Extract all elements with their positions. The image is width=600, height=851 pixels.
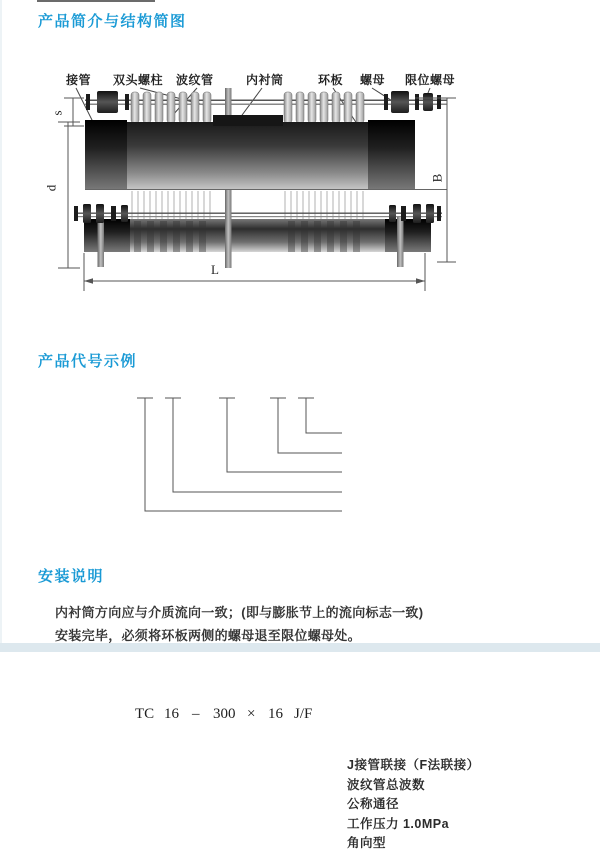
structure-diagram bbox=[0, 0, 600, 330]
part-label-stud-bolt: 双头螺柱 bbox=[113, 73, 164, 87]
section-title-code: 产品代号示例 bbox=[38, 353, 138, 370]
end-plate-right bbox=[368, 120, 415, 190]
dim-label-d: d bbox=[43, 184, 59, 192]
install-note-nut-position: 安装完毕，必须将环板两侧的螺母退至限位螺母处。 bbox=[55, 628, 361, 643]
code-segment-diameter: 300 bbox=[213, 706, 236, 722]
code-callout-lines bbox=[0, 330, 600, 540]
code-segment-pressure: 16 bbox=[164, 706, 179, 722]
part-label-nut: 螺母 bbox=[360, 73, 386, 87]
part-label-ring-plate: 环板 bbox=[318, 73, 344, 87]
code-segment-type: TC bbox=[135, 706, 155, 722]
code-segment-connection: J/F bbox=[294, 706, 313, 722]
pipe-body-upper bbox=[85, 122, 415, 190]
part-label-limit-nut: 限位螺母 bbox=[405, 73, 456, 87]
dim-label-L: L bbox=[211, 262, 219, 277]
end-plate-left bbox=[85, 120, 127, 190]
center-collar bbox=[213, 115, 283, 126]
dim-label-B: B bbox=[429, 173, 445, 183]
code-segment-waves: 16 bbox=[268, 706, 283, 722]
body-centerline bbox=[85, 189, 447, 190]
page-edge-bottom bbox=[0, 643, 600, 652]
callout-angular-type: 角向型 bbox=[347, 836, 387, 850]
tie-rod-lower bbox=[76, 213, 442, 218]
end-plate-lower-right bbox=[385, 219, 431, 252]
callout-wave-count: 波纹管总波数 bbox=[347, 778, 426, 792]
part-label-bellows: 波纹管 bbox=[176, 73, 214, 87]
expansion-joint-drawing bbox=[0, 0, 600, 330]
callout-working-pressure: 工作压力 1.0MPa bbox=[347, 817, 450, 831]
end-plate-lower-left bbox=[84, 219, 130, 252]
callout-connection-type: J接管联接（F法联接） bbox=[347, 758, 480, 772]
callout-nominal-diameter: 公称通径 bbox=[347, 797, 400, 811]
code-segment-times: × bbox=[247, 706, 256, 722]
dim-label-s: s bbox=[49, 110, 65, 116]
section-title-intro: 产品简介与结构简图 bbox=[38, 13, 187, 30]
code-segment-dash: – bbox=[192, 706, 200, 722]
part-label-connecting-pipe: 接管 bbox=[66, 73, 92, 87]
section-title-install: 安装说明 bbox=[38, 568, 105, 585]
part-label-inner-sleeve: 内衬筒 bbox=[246, 73, 284, 87]
install-note-flow-direction: 内衬筒方向应与介质流向一致；(即与膨胀节上的流向标志一致) bbox=[55, 605, 424, 620]
